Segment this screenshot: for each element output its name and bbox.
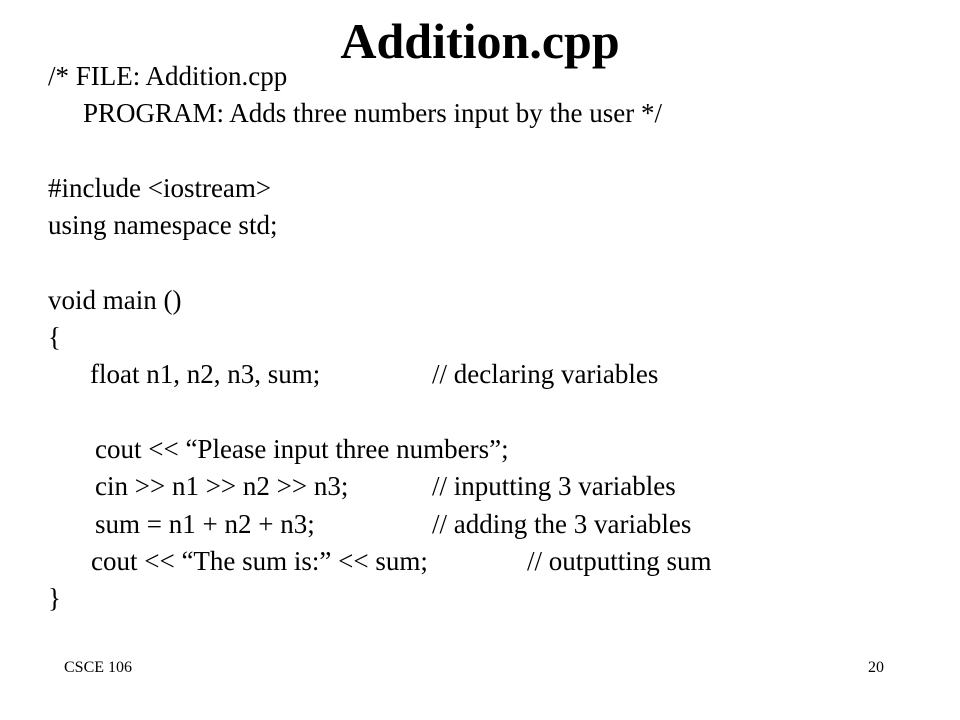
code-text: cout << “The sum is:” << sum; bbox=[91, 545, 428, 576]
code-text: cout << “Please input three numbers”; bbox=[95, 433, 509, 464]
code-line bbox=[48, 543, 928, 580]
page-number: 20 bbox=[868, 659, 884, 676]
code-line bbox=[48, 170, 928, 207]
code-line bbox=[48, 244, 928, 281]
slide-title: Addition.cpp bbox=[340, 13, 620, 69]
code-text: float n1, n2, n3, sum; bbox=[90, 359, 321, 390]
code-text: sum = n1 + n2 + n3; bbox=[95, 508, 315, 539]
code-line bbox=[48, 356, 928, 393]
code-text: void main () bbox=[48, 284, 182, 315]
code-text: /* FILE: Addition.cpp bbox=[48, 61, 288, 91]
code-line bbox=[48, 468, 928, 505]
code-line bbox=[48, 506, 928, 543]
code-line bbox=[48, 133, 928, 170]
code-comment: // adding the 3 variables bbox=[432, 508, 692, 539]
code-text: #include <iostream> bbox=[48, 172, 272, 203]
code-line bbox=[48, 394, 928, 431]
code-text: PROGRAM: Adds three numbers input by the user */ bbox=[83, 98, 662, 129]
code-comment: // inputting 3 variables bbox=[432, 471, 676, 502]
code-text: using namespace std; bbox=[48, 210, 278, 241]
code-line bbox=[48, 580, 928, 617]
code-line bbox=[48, 95, 928, 132]
code-comment: // declaring variables bbox=[432, 359, 659, 390]
code-text: { bbox=[48, 322, 61, 353]
code-text: } bbox=[48, 583, 61, 614]
code-line bbox=[48, 282, 928, 319]
code-line bbox=[48, 207, 928, 244]
code-comment: // outputting sum bbox=[527, 545, 712, 576]
code-text: cin >> n1 >> n2 >> n3; bbox=[95, 471, 349, 502]
code-line bbox=[48, 319, 928, 356]
course-code: CSCE 106 bbox=[64, 659, 133, 676]
code-listing bbox=[48, 58, 928, 617]
code-line bbox=[48, 431, 928, 468]
code-line bbox=[48, 58, 928, 95]
